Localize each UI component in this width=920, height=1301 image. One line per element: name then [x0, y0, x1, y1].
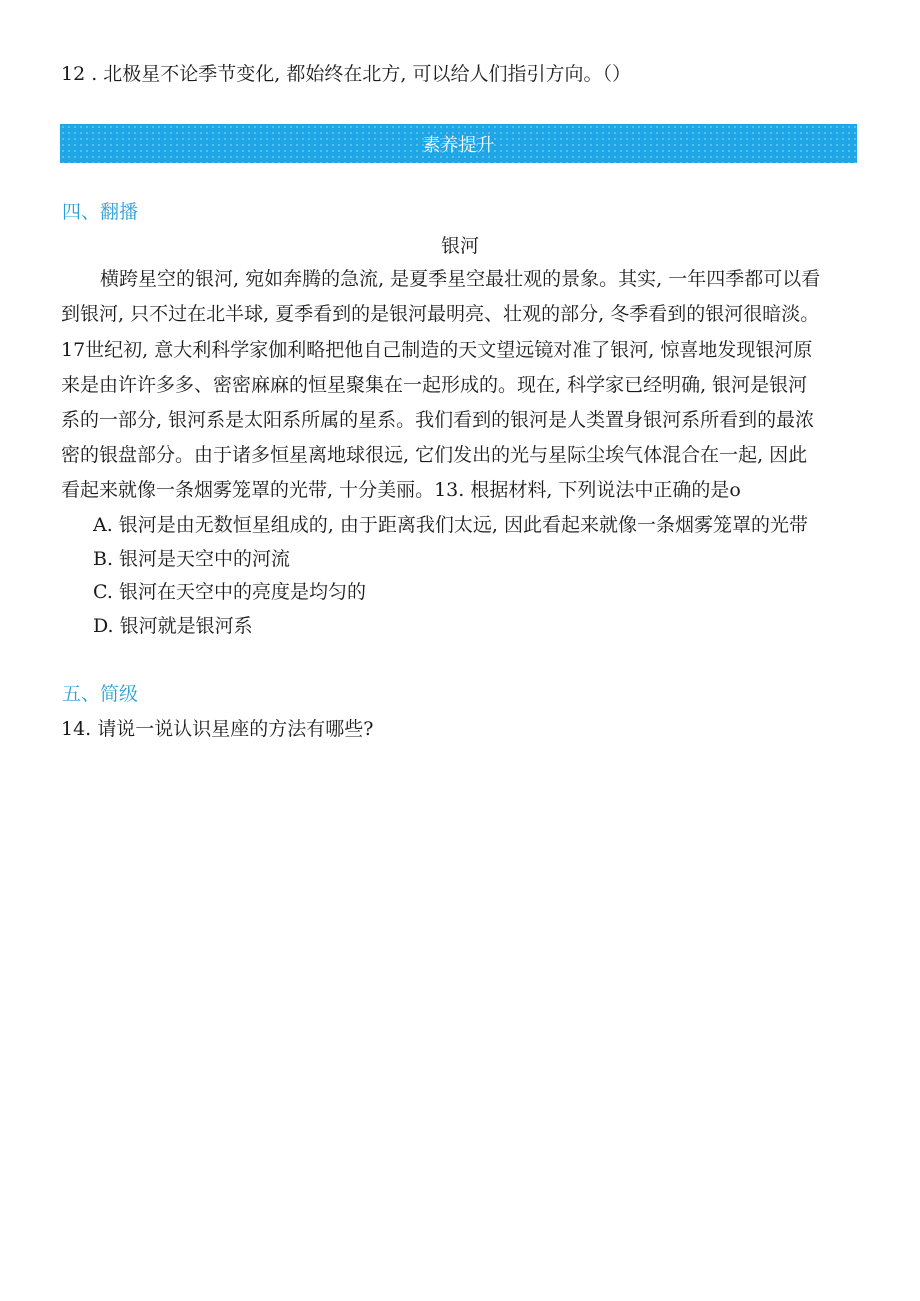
passage-line: 密的银盘部分。由于诸多恒星离地球很远, 它们发出的光与星际尘埃气体混合在一起, 因此 [61, 444, 808, 466]
question-12: 12 . 北极星不论季节变化, 都始终在北方, 可以给人们指引方向。（） [61, 63, 631, 85]
banner-title: 素养提升 [422, 134, 495, 156]
passage-line: 17世纪初, 意大利科学家伽利略把他自己制造的天文望远镜对准了银河, 惊喜地发现银河原 [61, 339, 813, 361]
section-heading-5: 五、简级 [62, 683, 139, 705]
passage-line: 横跨星空的银河, 宛如奔腾的急流, 是夏季星空最壮观的景象。其实, 一年四季都可以看 [100, 268, 821, 290]
passage-line: 系的一部分, 银河系是太阳系所属的星系。我们看到的银河是人类置身银河系所看到的最浓 [61, 409, 815, 431]
option-d: D. 银河就是银河系 [93, 615, 253, 637]
passage-title: 银河 [440, 235, 479, 257]
passage-line: 到银河, 只不过在北半球, 夏季看到的是银河最明亮、壮观的部分, 冬季看到的银河很暗淡。 [61, 303, 820, 325]
option-a: A. 银河是由无数恒星组成的, 由于距离我们太远, 因此看起来就像一条烟雾笼罩的光带 [93, 514, 808, 536]
option-c: C. 银河在天空中的亮度是均匀的 [93, 581, 366, 603]
section-heading-4: 四、翻播 [62, 201, 139, 223]
passage-line: 来是由许许多多、密密麻麻的恒星聚集在一起形成的。现在, 科学家已经明确, 银河是银河 [61, 374, 808, 396]
option-b: B. 银河是天空中的河流 [93, 548, 291, 570]
passage-line: 看起来就像一条烟雾笼罩的光带, 十分美丽。13. 根据材料, 下列说法中正确的是o [61, 479, 741, 501]
section-banner [60, 124, 857, 163]
question-14: 14. 请说一说认识星座的方法有哪些? [61, 718, 374, 740]
